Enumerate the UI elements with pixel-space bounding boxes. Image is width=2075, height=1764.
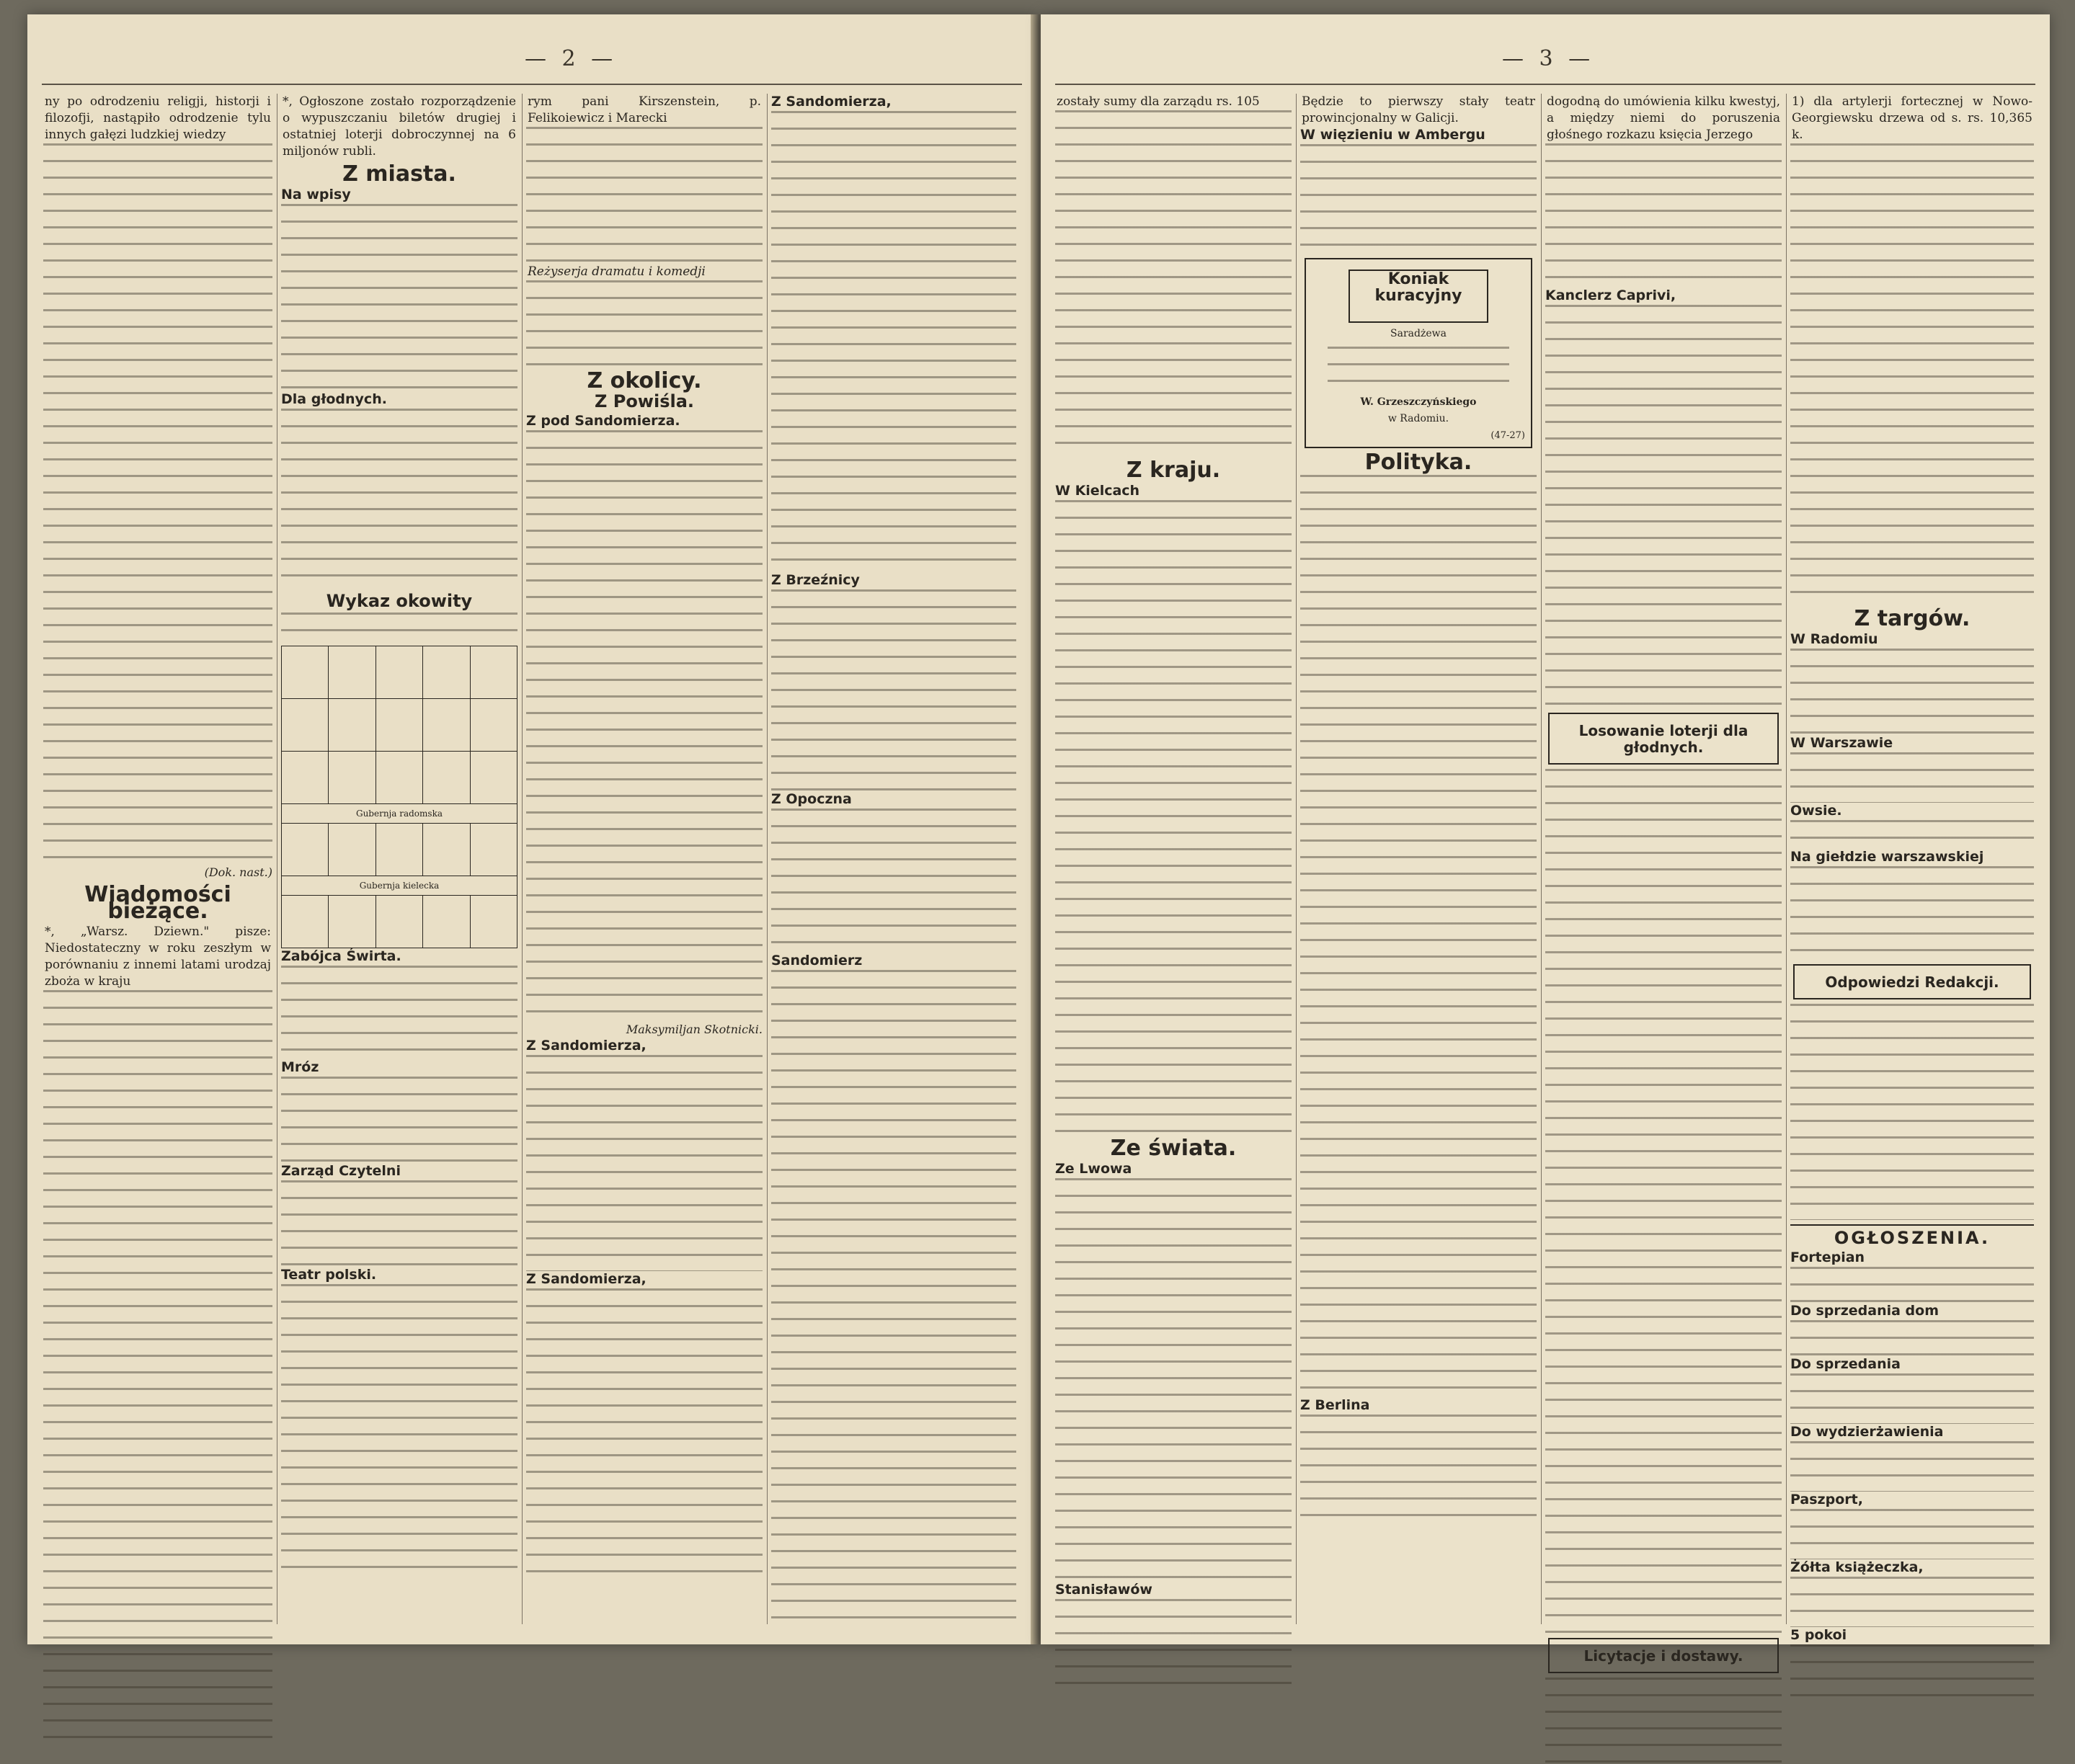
- text-block: [1545, 143, 1782, 288]
- classified-ad: 5 pokoi: [1790, 1627, 1847, 1643]
- header-rule-right: [1055, 84, 2035, 85]
- ad-number: (47-27): [1490, 430, 1525, 441]
- section-heading-politics: Polityka.: [1364, 450, 1472, 475]
- item-heading: Owsie.: [1790, 803, 1842, 819]
- item-heading: W Kielcach: [1055, 483, 1140, 499]
- text-block: [526, 430, 763, 1021]
- text-block: [281, 1077, 517, 1163]
- item-heading: Kanclerz Caprivi,: [1545, 288, 1676, 303]
- text-block: [1055, 1178, 1292, 1582]
- column-rule: [522, 94, 523, 1624]
- right-col-3: [1545, 94, 1782, 1665]
- news-lead: *, „Warsz. Dziewn." pisze: Niedostateczny w roku zeszłym w porównaniu z innemi latami urodzaj zboża w kraju: [45, 925, 271, 989]
- item-heading: Mróz: [281, 1059, 319, 1075]
- ad-subtitle: Saradżewa: [1390, 328, 1447, 339]
- text-block: [1300, 475, 1537, 1397]
- lottery-box: [1548, 713, 1779, 765]
- right-col-1: [1055, 94, 1292, 1624]
- text-block: [771, 970, 1016, 1618]
- text-block: [281, 612, 517, 646]
- ad-shop: W. Grzeszczyńskiego: [1360, 396, 1477, 408]
- classified-ad: Do wydzierżawienia: [1790, 1424, 1944, 1440]
- column-rule: [1786, 94, 1787, 1624]
- text-block: [43, 990, 272, 1747]
- text-block: [771, 111, 1016, 572]
- item-heading: Z Sandomierza,: [526, 1271, 647, 1287]
- text-block: [281, 409, 517, 589]
- table-title: Wykaz okowity: [326, 591, 473, 611]
- cognac-advertisement: [1305, 258, 1532, 448]
- editorial-box: [1793, 964, 2031, 999]
- ad-city: w Radomiu.: [1387, 413, 1449, 424]
- article-lead: zostały sumy dla zarządu rs. 105: [1055, 94, 1292, 110]
- spirits-table: [281, 646, 517, 948]
- page-number-right: — 3 —: [1502, 46, 1595, 71]
- article-lead: dogodną do umówienia kilku kwestyj, a między niemi do poruszenia głośnego rozkazu księcia Jerzego: [1547, 94, 1780, 142]
- text-block: [1790, 1267, 2034, 1303]
- text-block: [1545, 305, 1782, 708]
- section-heading-country: Z kraju.: [1126, 458, 1221, 483]
- left-col-2: [281, 94, 517, 1624]
- column-rule: [1541, 94, 1542, 1624]
- text-block: [526, 1055, 763, 1271]
- item-heading: Z Sandomierza,: [526, 1038, 647, 1054]
- author-signature: Maksymiljan Skotnicki.: [626, 1023, 763, 1036]
- text-block: [1790, 1373, 2034, 1424]
- text-block: [1055, 110, 1292, 456]
- text-block: [526, 280, 763, 367]
- section-heading-editorial: Odpowiedzi Redakcji.: [1825, 974, 1999, 991]
- text-block: [1790, 866, 2034, 960]
- left-page: [27, 14, 1036, 1644]
- section-heading-world: Ze świata.: [1110, 1136, 1237, 1161]
- item-heading: Zarząd Czytelni: [281, 1163, 401, 1179]
- text-block: [1055, 500, 1292, 1134]
- section-heading-classifieds: OGŁOSZENIA.: [1834, 1228, 1991, 1248]
- text-block: [1790, 752, 2034, 803]
- column-rule: [767, 94, 768, 1624]
- right-col-2: [1300, 94, 1537, 1624]
- subheading-powisle: Z Powiśla.: [594, 391, 695, 411]
- item-heading: W Radomiu: [1790, 631, 1878, 647]
- text-block: [281, 1284, 517, 1572]
- text-block: [1790, 1509, 2034, 1559]
- tender-list: [1790, 143, 2034, 605]
- right-page: [1041, 14, 2050, 1665]
- continuation-note: (Dok. nast.): [204, 865, 272, 879]
- divider: [1790, 1224, 2034, 1226]
- section-heading-markets: Z targów.: [1854, 606, 1970, 631]
- page-number-left: — 2 —: [525, 46, 618, 71]
- text-block: [1790, 649, 2034, 735]
- classified-ad: Do sprzedania: [1790, 1356, 1901, 1372]
- item-heading: Z Opoczna: [771, 791, 852, 807]
- item-heading: Z pod Sandomierza.: [526, 413, 680, 429]
- item-heading: Sandomierz: [771, 953, 863, 968]
- item-heading: Z Brzeźnicy: [771, 572, 860, 588]
- section-heading-tenders: Licytacje i dostawy.: [1583, 1647, 1743, 1665]
- text-block: [1055, 1599, 1292, 1685]
- text-block: [281, 1180, 517, 1267]
- right-col-4: [1790, 94, 2034, 1643]
- text-block: [1790, 1644, 2034, 1709]
- left-col-4: [771, 94, 1016, 1624]
- winning-numbers-list: [1545, 769, 1782, 1634]
- text-block: [1790, 1004, 2034, 1220]
- text-block: [1300, 144, 1537, 252]
- item-heading: Zabójca Świrta.: [281, 948, 401, 964]
- item-heading: Stanisławów: [1055, 1582, 1152, 1598]
- article-lead: ny po odrodzeniu religji, historji i filozofji, nastąpiło odrodzenie tylu innych gałęzi ludzkiej wiedzy: [45, 94, 271, 142]
- section-heading-city: Z miasta.: [342, 161, 456, 187]
- text-block: [1545, 1678, 1782, 1764]
- item-heading: Z Berlina: [1300, 1397, 1370, 1413]
- text-block: [1790, 1577, 2034, 1627]
- item-heading: Na wpisy: [281, 187, 351, 202]
- item-heading: Na giełdzie warszawskiej: [1790, 849, 1984, 865]
- section-heading-region: Z okolicy.: [587, 368, 702, 393]
- text-block: [281, 204, 517, 391]
- text-block: [771, 808, 1016, 953]
- classified-ad: Do sprzedania dom: [1790, 1303, 1940, 1319]
- text-block: [1790, 1441, 2034, 1492]
- theatre-note: Będzie to pierwszy stały teatr prowincjonalny w Galicji.: [1302, 94, 1535, 125]
- classified-ad: Fortepian: [1790, 1250, 1865, 1265]
- item-heading: Ze Lwowa: [1055, 1161, 1132, 1177]
- header-rule-left: [42, 84, 1022, 85]
- left-col-3: [526, 94, 763, 1624]
- text-block: [771, 589, 1016, 791]
- left-col-1: [43, 94, 272, 1624]
- text-block: [526, 127, 763, 264]
- theatre-lead: rym pani Kirszenstein, p. Felikoiewicz i Marecki: [528, 94, 761, 125]
- classified-ad: Żółta książeczka,: [1790, 1559, 1924, 1575]
- text-block: [1790, 820, 2034, 849]
- column-rule: [1296, 94, 1297, 1624]
- text-block: [1328, 347, 1509, 390]
- item-heading: Z Sandomierza,: [771, 94, 892, 110]
- item-heading: W Warszawie: [1790, 735, 1893, 751]
- text-block: [281, 966, 517, 1059]
- classified-ad: Paszport,: [1790, 1492, 1863, 1507]
- flag-icon: [1348, 270, 1488, 323]
- item-heading: Dla głodnych.: [281, 391, 387, 407]
- ad-title: Koniak kuracyjny: [1374, 270, 1462, 305]
- text-block: [1790, 1320, 2034, 1356]
- table-row: Gubernja radomska: [282, 804, 517, 824]
- section-heading-lottery: Losowanie loterji dla głodnych.: [1578, 722, 1749, 756]
- text-block: [43, 143, 272, 864]
- text-block: [1300, 1415, 1537, 1530]
- item-heading: Teatr polski.: [281, 1267, 377, 1283]
- section-heading-news: Wiadomości bieżące.: [84, 882, 231, 924]
- lottery-note: *, Ogłoszone zostało rozporządzenie o wypuszczaniu biletów drugiej i ostatniej loterji dobroczynnej na 6 miljonów rubli.: [283, 94, 516, 159]
- tender-item: 1) dla artylerji fortecznej w Nowo-Georgiewsku drzewa od s. rs. 10,365 k.: [1792, 94, 2032, 142]
- table-row: Gubernja kielecka: [282, 876, 517, 896]
- item-heading: W więzieniu w Ambergu: [1300, 127, 1485, 143]
- text-block: [526, 1288, 763, 1577]
- direction-note: Reżyserja dramatu i komedji: [526, 264, 763, 280]
- tenders-box: [1548, 1638, 1779, 1673]
